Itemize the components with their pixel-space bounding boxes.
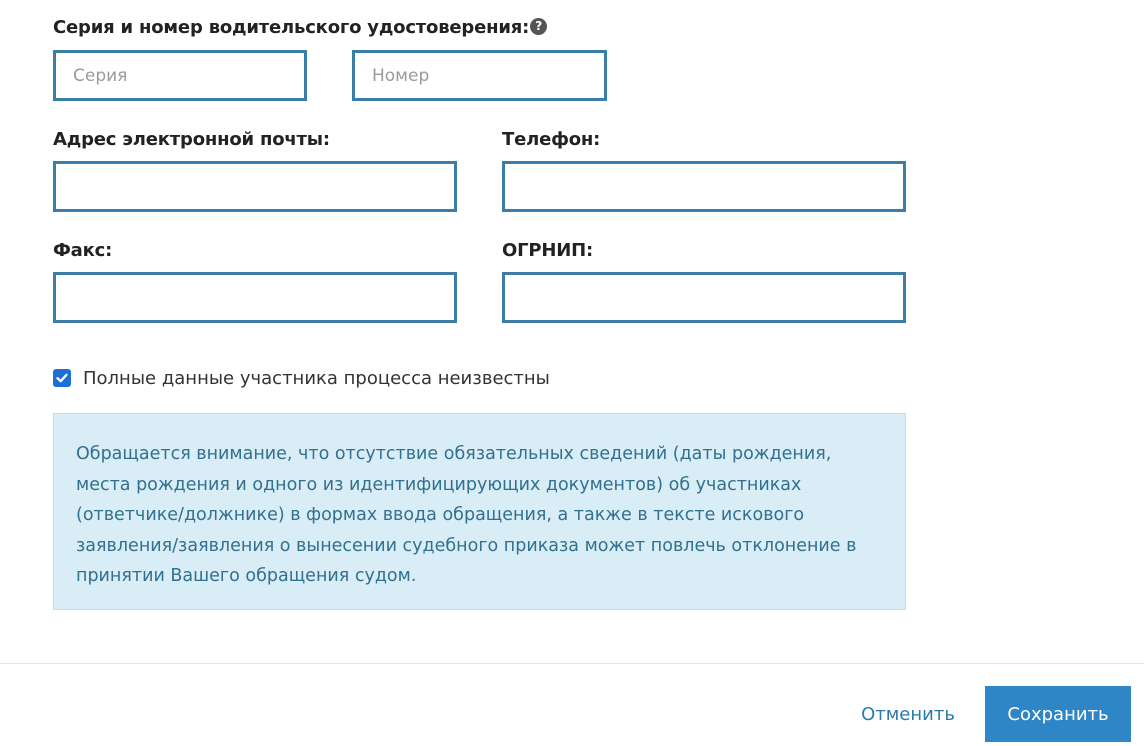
unknown-data-checkbox-row[interactable] <box>53 366 550 390</box>
license-number-input[interactable] <box>352 50 607 101</box>
notice-text: Обращается внимание, что отсутствие обязательных сведений (даты рождения, места рождения и одного из идентифицирующих документов) об участниках (ответчике/должнике) в формах ввода обращения, а также в тексте искового заявления/заявления о вынесении судебного приказа может повлечь отклонение в принятии Вашего обращения судом. <box>76 444 857 586</box>
email-label: Адрес электронной почты: <box>53 129 330 150</box>
notice-alert <box>53 413 906 610</box>
phone-label: Телефон: <box>502 129 601 150</box>
question-circle-icon[interactable]: ? <box>530 18 547 35</box>
fax-input[interactable] <box>53 272 457 323</box>
save-button[interactable]: Сохранить <box>985 686 1131 742</box>
footer-divider <box>0 663 1144 664</box>
phone-input[interactable] <box>502 161 906 212</box>
fax-label: Факс: <box>53 240 113 261</box>
email-input[interactable] <box>53 161 457 212</box>
cancel-button[interactable]: Отменить <box>846 686 970 742</box>
license-label-text: Серия и номер водительского удостоверения: <box>53 17 530 38</box>
license-label <box>53 17 547 38</box>
ogrnip-label: ОГРНИП: <box>502 240 593 261</box>
unknown-data-checkbox[interactable] <box>53 369 71 387</box>
license-series-input[interactable] <box>53 50 307 101</box>
checkmark-icon <box>55 371 69 385</box>
unknown-data-checkbox-label[interactable]: Полные данные участника процесса неизвестны <box>83 367 550 389</box>
ogrnip-input[interactable] <box>502 272 906 323</box>
